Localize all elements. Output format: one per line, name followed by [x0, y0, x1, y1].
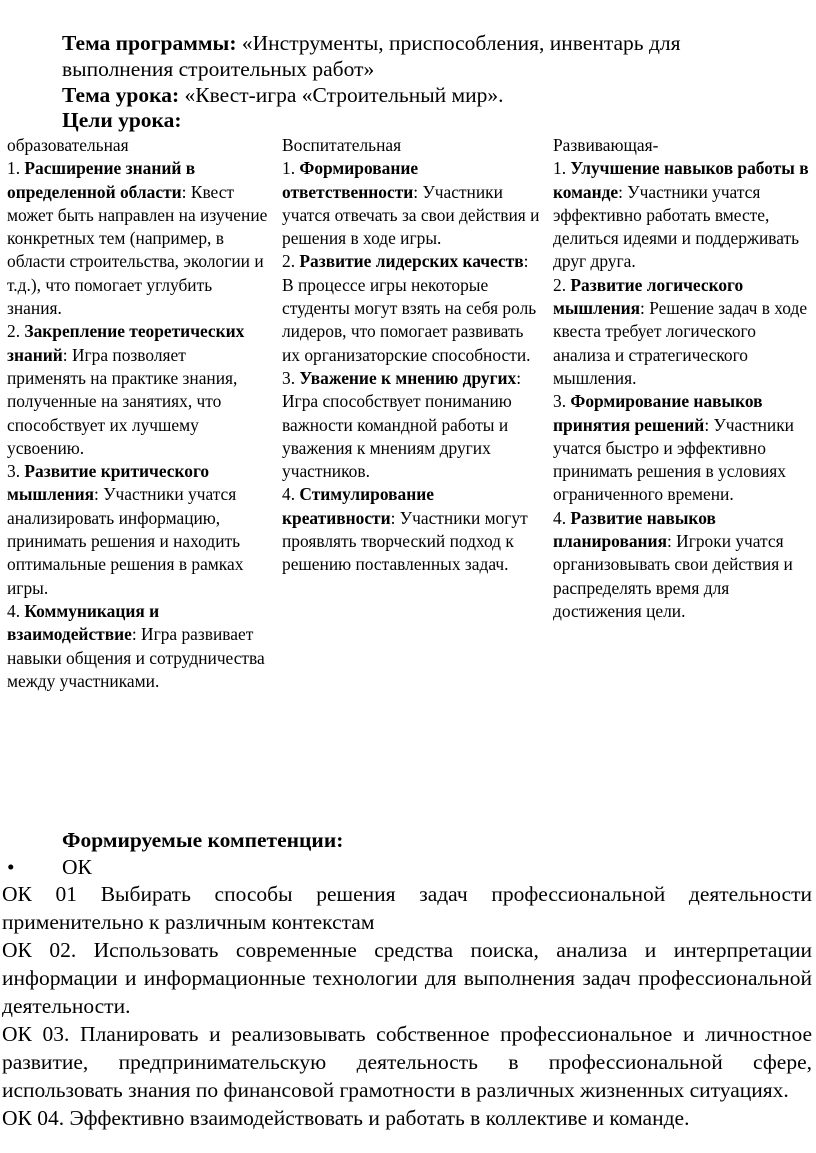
goal-title: Развитие логического мышления — [553, 274, 744, 319]
goal-item — [282, 483, 544, 576]
goal-text: : Игра позволяет применять на практике знания, полученные на занятиях, что способствует их лучшему усвоению. — [7, 344, 238, 458]
goal-number: 2. — [7, 321, 25, 342]
goal-item — [553, 507, 815, 623]
competencies-bullet-item — [7, 853, 92, 881]
goal-title: Расширение знаний в определенной области — [7, 158, 196, 202]
bullet-icon: • — [7, 855, 15, 879]
goal-item — [282, 250, 544, 366]
goal-item — [7, 157, 269, 320]
goal-text: : Решение задач в ходе квеста требует логического анализа и стратегического мышления. — [553, 298, 808, 388]
competencies-heading: Формируемые компетенции: — [62, 828, 344, 852]
goal-item — [7, 320, 269, 460]
goal-text: : Участники учатся эффективно работать вместе, делиться идеями и поддерживать друг друга. — [553, 181, 800, 272]
goal-text: : Квест может быть направлен на изучение конкретных тем (например, в области строительства, экологии и т.д.), что помогает углубить знания. — [7, 181, 268, 319]
goals-column-upbringing — [282, 134, 544, 577]
goal-title: Коммуникация и взаимодействие — [7, 600, 160, 645]
goal-number: 3. — [282, 367, 300, 388]
goal-title: Стимулирование креативности — [282, 484, 434, 528]
goal-text: : Участники учатся анализировать информацию, принимать решения и находить оптимальные решения в рамках игры. — [7, 484, 244, 598]
competency-item: ОК 01 Выбирать способы решения задач профессиональной деятельности применительно к различным контекстам — [2, 882, 812, 934]
goal-number: 3. — [7, 461, 25, 482]
goal-item — [553, 390, 815, 506]
goal-text: : Участники учатся отвечать за свои действия и решения в ходе игры. — [282, 181, 540, 249]
column-heading: Развивающая- — [553, 135, 659, 155]
bullet-text: ОК — [62, 855, 92, 879]
goal-item — [553, 274, 815, 390]
column-heading: Воспитательная — [282, 135, 402, 155]
goal-text: : Игра способствует пониманию важности командной работы и уважения к мнениям других участников. — [282, 367, 522, 482]
goal-title: Развитие критического мышления — [7, 461, 210, 505]
goal-title: Улучшение навыков работы в команде — [553, 158, 809, 202]
competency-item: ОК 03. Планировать и реализовывать собственное профессиональное и личностное развитие, предпринимательскую деятельность в профессиональной сфере, использовать знания по финансовой грамотности в различных жизненных ситуациях. — [2, 1022, 812, 1102]
competency-item: ОК 04. Эффективно взаимодействовать и работать в коллективе и команде. — [2, 1106, 690, 1130]
goal-number: 4. — [553, 507, 571, 528]
goal-title: Развитие навыков планирования — [553, 507, 716, 552]
goal-item — [282, 367, 544, 483]
goal-title: Формирование ответственности — [282, 158, 419, 202]
goal-number: 1. — [553, 158, 571, 179]
goal-number: 2. — [282, 251, 300, 272]
goal-item — [7, 600, 269, 693]
goal-number: 3. — [553, 391, 571, 412]
goals-column-educational — [7, 134, 269, 693]
goal-number: 2. — [553, 274, 571, 295]
program-topic — [62, 30, 782, 82]
lesson-topic-text: «Квест-игра «Строительный мир». — [179, 83, 504, 107]
program-topic-label: Тема программы: — [62, 31, 237, 55]
goal-number: 1. — [282, 158, 300, 179]
goal-item — [553, 157, 815, 273]
goal-title: Развитие лидерских качеств — [299, 251, 524, 272]
competency-item: ОК 02. Использовать современные средства поиска, анализа и интерпретации информации и информационные технологии для выполнения задач профессиональной деятельности. — [2, 938, 812, 1018]
goal-text: : Игроки учатся организовывать свои действия и распределять время для достижения цели. — [553, 531, 793, 621]
goal-title: Закрепление теоретических знаний — [7, 321, 245, 365]
goals-column-developmental — [553, 134, 815, 623]
goal-text: : Участники учатся быстро и эффективно принимать решения в условиях ограниченного времени. — [553, 414, 794, 505]
goal-number: 4. — [282, 484, 300, 505]
goal-number: 1. — [7, 158, 25, 179]
goal-title: Формирование навыков принятия решений — [553, 391, 763, 435]
competencies-list — [2, 880, 812, 1132]
goal-item — [282, 157, 544, 250]
goal-text: : В процессе игры некоторые студенты могут взять на себя роль лидеров, что помогает развивать их организаторские способности. — [282, 251, 537, 365]
goal-item — [7, 460, 269, 600]
lesson-topic — [62, 82, 782, 108]
document-header — [62, 30, 782, 108]
goal-title: Уважение к мнению других — [299, 367, 517, 388]
goal-number: 4. — [7, 600, 25, 621]
goal-text: : Участники могут проявлять творческий подход к решению поставленных задач. — [282, 507, 528, 575]
lesson-topic-label: Тема урока: — [62, 83, 180, 107]
goals-heading: Цели урока: — [62, 108, 182, 132]
goal-text: : Игра развивает навыки общения и сотрудничества между участниками. — [7, 624, 265, 691]
column-heading: образовательная — [7, 135, 129, 155]
program-topic-text: «Инструменты, приспособления, инвентарь для выполнения строительных работ» — [62, 31, 681, 81]
